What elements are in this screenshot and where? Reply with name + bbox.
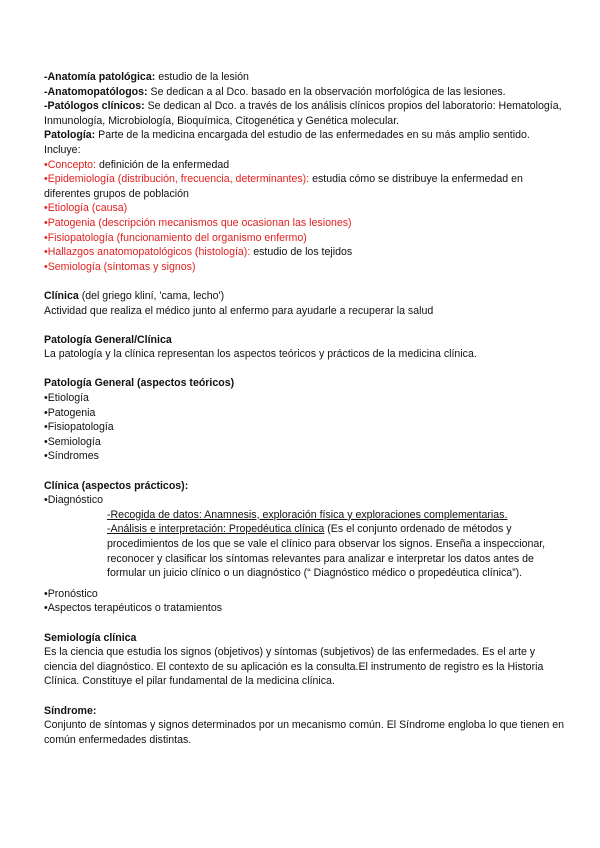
list-item: •Semiología (44, 435, 101, 448)
clinica-term: Clínica (44, 289, 79, 302)
analisis-title: -Análisis e interpretación: Propedéutica clínica (107, 523, 325, 536)
section-heading: Clínica (aspectos prácticos): (44, 479, 189, 492)
def-text: Se dedican al Dco. a través de los análisis clínicos propios del laboratorio: Hematología, Inmunología, Microbiología, Bioquímica, Citogenética y Genética molecular. (44, 100, 562, 127)
section-text: Conjunto de síntomas y signos determinados por un mecanismo común. El Síndrome engloba lo que tienen en común enfermedades distintas. (44, 719, 564, 746)
document-body (44, 70, 564, 747)
def-text: Se dedican a al Dco. basado en la observación morfológica de las lesiones. (147, 85, 506, 98)
clinica-definition: Actividad que realiza el médico junto al enfermo para ayudarle a recuperar la salud (44, 304, 434, 317)
section-heading: Patología General (aspectos teóricos) (44, 377, 235, 390)
list-item: •Patogenia (44, 406, 96, 419)
include-item (44, 216, 564, 231)
recogida-datos: -Recogida de datos: Anamnesis, exploración física y exploraciones complementarias. (107, 508, 508, 521)
section-text: La patología y la clínica representan los aspectos teóricos y prácticos de la medicina clínica. (44, 348, 477, 361)
list-item: •Etiología (44, 392, 89, 405)
include-red: •Fisiopatología (funcionamiento del organismo enfermo) (44, 231, 307, 244)
include-red: •Etiología (causa) (44, 202, 128, 215)
include-red: •Semiología (síntomas y signos) (44, 260, 196, 273)
def-term: -Anatomopatólogos: (44, 85, 148, 98)
list-item-diagnostico: •Diagnóstico (44, 494, 104, 507)
analisis-interpretacion (44, 522, 564, 580)
def-anatomia-patologica (44, 70, 564, 85)
clinica-etym: (del griego kliní, 'cama, lecho') (78, 289, 225, 302)
section-text: Es la ciencia que estudia los signos (objetivos) y síntomas (subjetivos) de las enfermedades. Es el arte y ciencia del diagnóstico. El contexto de su aplicación es la consulta.El instrumento de registro es la Historia Clínica. Constituye el pilar fundamental de la medicina clínica. (44, 646, 544, 688)
include-item (44, 201, 564, 216)
include-text: definición de la enfermedad (96, 158, 230, 171)
section-heading: Síndrome: (44, 704, 97, 717)
include-text: estudio de los tejidos (250, 246, 353, 259)
clinica-heading-line (44, 289, 564, 304)
include-item (44, 231, 564, 246)
include-item (44, 260, 564, 275)
def-text: estudio de la lesión (155, 71, 249, 83)
include-red: •Concepto: (44, 158, 97, 171)
include-red: •Hallazgos anatomopatológicos (histología): (44, 246, 251, 259)
def-patologia (44, 128, 564, 157)
def-term: -Anatomía patológica: (44, 71, 156, 83)
def-term: -Patólogos clínicos: (44, 100, 145, 113)
def-anatomopatologos (44, 85, 564, 100)
def-patologos-clinicos (44, 99, 564, 128)
list-item: •Fisiopatología (44, 421, 114, 434)
def-term: Patología: (44, 129, 96, 142)
section-heading: Patología General/Clínica (44, 333, 172, 346)
include-item (44, 172, 564, 201)
include-red: •Patogenia (descripción mecanismos que ocasionan las lesiones) (44, 216, 352, 229)
include-item (44, 158, 564, 173)
include-item (44, 245, 564, 260)
list-item: •Síndromes (44, 450, 99, 463)
list-item-terapeuticos: •Aspectos terapéuticos o tratamientos (44, 602, 223, 615)
list-item-pronostico: •Pronóstico (44, 587, 98, 600)
include-red: •Epidemiología (distribución, frecuencia, determinantes): (44, 173, 310, 186)
def-text: Parte de la medicina encargada del estudio de las enfermedades en su más amplio sentido. Incluye: (44, 129, 530, 156)
analisis-text: (Es el conjunto ordenado de métodos y procedimientos de los que se vale el clínico para observar los signos. Enseña a inspeccionar, reconocer y clasificar los síntomas relevantes para analizar e interpretar los datos antes de formular un juicio clínico o un diagnóstico (“ Diagnóstico médico o propedéutica clínica”). (107, 523, 546, 580)
section-heading: Semiología clínica (44, 631, 137, 644)
include-text: estudia cómo se distribuye la enfermedad en diferentes grupos de población (44, 173, 523, 200)
